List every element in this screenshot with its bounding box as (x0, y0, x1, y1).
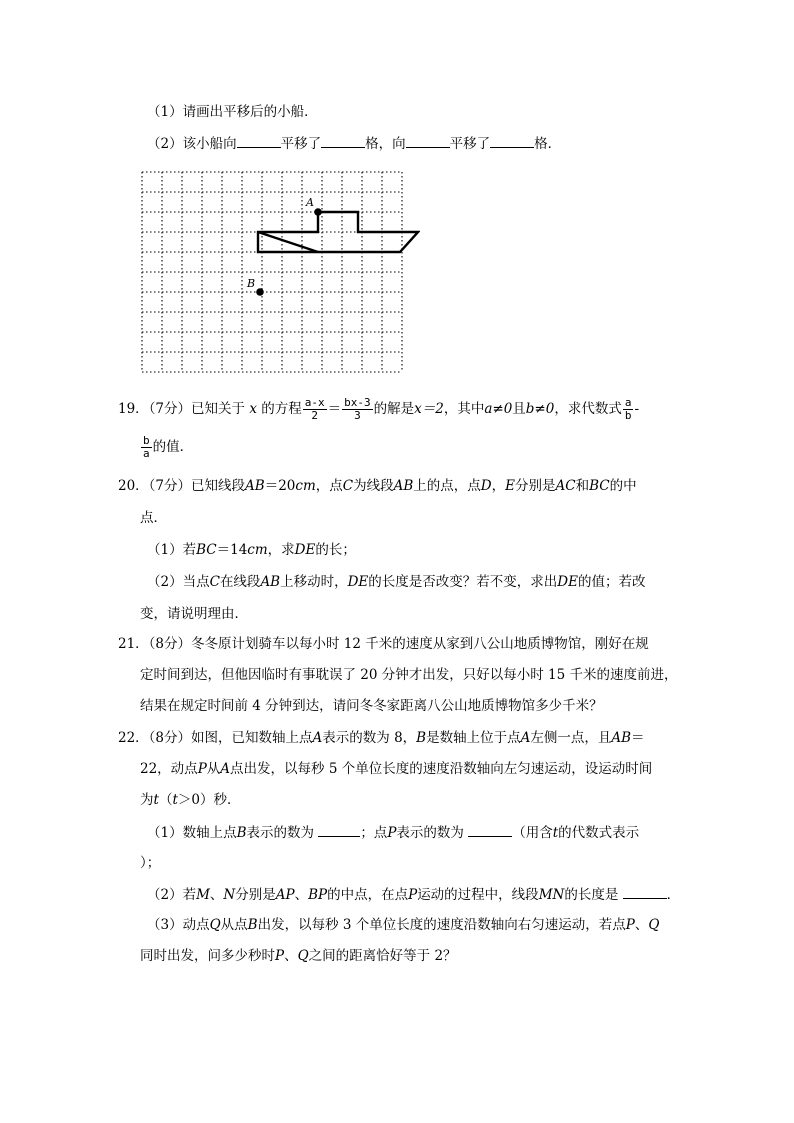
q22-t8: AB (611, 730, 632, 746)
q18-blank-count1[interactable] (321, 133, 365, 148)
q22-t1: 22．（8分）如图，已知数轴上点 (118, 730, 313, 746)
q18-part1-text: （1）请画出平移后的小船． (147, 104, 318, 120)
q22-t9: ＝ (631, 730, 645, 746)
q21-line3-text: 结果在规定时间前 4 分钟到达，请问冬冬家距离八公山地质博物馆多少千米？ (140, 698, 603, 714)
q20-t17: 的中 (609, 478, 637, 494)
q18-part2-text-b: 平移了 (280, 136, 322, 152)
q21-line3 (140, 696, 603, 716)
boat-grid-figure (140, 168, 420, 378)
q19-frac2-den: 3 (354, 409, 361, 422)
q22-t4: B (416, 730, 427, 746)
q20-t3: ＝20 (264, 478, 296, 494)
q18-part2-text-c: 格，向 (365, 136, 406, 152)
q18-part2-text-d: 平移了 (449, 136, 491, 152)
point-b-label: B (247, 277, 256, 290)
q20-p2-t1: （2）当点 (147, 574, 210, 590)
q22-t2: A (312, 730, 323, 746)
q22-p2-t14: ． (666, 887, 681, 903)
q22-p2-t10: P (408, 887, 418, 903)
q22-part3-line2 (140, 946, 457, 966)
q20-p2-t7: 的长度是否改变？若不变，求出 (368, 574, 558, 590)
q22-blank-b-value[interactable] (318, 822, 360, 837)
q20-t9: 上的点，点 (413, 478, 481, 494)
q22-l2-t4: A (220, 761, 231, 777)
point-a-label: A (306, 196, 314, 209)
q22-l2-t3: 从 (206, 761, 221, 777)
q22-p1-t8: t (552, 825, 559, 841)
q20-part2 (147, 572, 645, 592)
q20-p2-t5: 上移动时， (280, 574, 348, 590)
q22-p3-t3: 从点 (220, 917, 248, 933)
q22-line1 (118, 728, 645, 748)
q22-part1-line2 (140, 853, 160, 873)
q20-t13: 分别是 (514, 478, 556, 494)
q22-p2-t12: MN (538, 887, 565, 903)
q19-number: 19． (118, 401, 149, 417)
q22-t5: 是数轴上位于点 (426, 730, 521, 746)
q20-p1-t3: ＝14 (216, 542, 248, 558)
q20-p1-t7: 的长； (315, 542, 356, 558)
q19-frac4-den: a (143, 447, 150, 460)
q19-line1 (118, 394, 639, 424)
q21-line1-text: 21．（8分）冬冬原计划骑车以每小时 12 千米的速度从家到八公山地质博物馆，刚好在规 (118, 636, 649, 652)
q20-line2-text: 点． (140, 510, 167, 526)
q22-l3-t3: （ (158, 792, 173, 808)
q19-cond2: b≠0 (525, 401, 555, 417)
q22-line3 (140, 790, 240, 810)
q22-l2-t5: 点出发，以每秒 5 个单位长度的速度沿数轴向左匀速运动，设运动时间 (230, 761, 653, 777)
q19-text-cond: ，其中 (443, 401, 485, 417)
q19-frac1-num: a-x (304, 396, 325, 409)
q22-p1-t2: B (236, 825, 247, 841)
q22-p3-t5: 出发，以每秒 3 个单位长度的速度沿数轴向右匀速运动，若点 (257, 917, 626, 933)
q22-p1-t1: （1）数轴上点 (147, 825, 237, 841)
q19-frac1-den: 2 (311, 409, 318, 422)
q19-text-end: 的值． (152, 439, 194, 455)
q22-t6: A (520, 730, 531, 746)
q22-p1-t6: 表示的数为 (396, 825, 464, 841)
q21-line2 (140, 665, 678, 685)
q20-p1-t1: （1）若 (147, 542, 197, 558)
q22-p2-t3: 、 (209, 887, 224, 903)
q22-part2 (147, 884, 680, 905)
boat-hull-line (258, 232, 318, 252)
q22-p2-t13: 的长度是 (564, 887, 619, 903)
q20-p1-t6: DE (294, 542, 316, 558)
q20-p2-t9: 的值；若改 (577, 574, 646, 590)
q22-p2-t1: （2）若 (147, 887, 197, 903)
q19-text-eq: 的方程 (261, 401, 302, 417)
q22-p2-t11: 运动的过程中，线段 (417, 887, 539, 903)
q18-blank-direction2[interactable] (406, 133, 450, 148)
q22-l3-t1: 为 (140, 792, 154, 808)
q20-t6: C (342, 478, 354, 494)
q19-frac4-num: b (143, 434, 150, 447)
q22-p1-line2-text: ）； (140, 855, 161, 871)
q18-blank-direction1[interactable] (237, 133, 281, 148)
q22-l3-t4: t (172, 792, 178, 808)
q22-p2-t8: BP (308, 887, 328, 903)
q22-part1 (147, 822, 639, 843)
q20-t2: AB (245, 478, 265, 494)
q20-t16: BC (589, 478, 610, 494)
q20-t1: 20．（7分）已知线段 (118, 478, 246, 494)
q19-text-and: 且 (512, 401, 526, 417)
q20-p2-line2-text: 变，请说明理由． (140, 606, 248, 622)
q22-line2 (140, 759, 652, 779)
q20-p2-t6: DE (347, 574, 369, 590)
q19-frac3 (623, 397, 634, 422)
q19-line2 (140, 432, 193, 462)
q20-p1-t2: BC (196, 542, 217, 558)
q20-t7: 为线段 (353, 478, 394, 494)
q19-minus: - (634, 401, 640, 417)
q19-solution: x＝2 (414, 401, 444, 417)
point-b (256, 288, 264, 296)
q22-p3-t2: Q (209, 917, 221, 933)
q22-p1-t3: 表示的数为 (246, 825, 315, 841)
q20-t8: AB (393, 478, 414, 494)
q22-blank-p-value[interactable] (468, 822, 512, 837)
q18-part2-text-a: （2）该小船向 (147, 136, 237, 152)
q20-t10: D (480, 478, 492, 494)
q22-blank-mn-length[interactable] (623, 884, 667, 899)
q19-frac4 (141, 435, 152, 460)
q22-t7: 左侧一点，且 (530, 730, 612, 746)
q22-l3-t5: ＞0）秒． (177, 792, 241, 808)
q22-p3-l2-t5: 之间的距离恰好等于 2？ (308, 948, 457, 964)
q20-p1-t4: cm (247, 542, 268, 558)
q22-p3-l2-t1: 同时出发，问多少秒时 (140, 948, 275, 964)
q20-part2-line2 (140, 604, 248, 624)
q20-p2-t8: DE (557, 574, 578, 590)
q20-p2-t2: C (209, 574, 220, 590)
q19-text: （7分）已知关于 (148, 401, 246, 417)
q20-part1 (147, 540, 356, 560)
q18-blank-count2[interactable] (490, 133, 534, 148)
q20-t15: 和 (575, 478, 590, 494)
q20-t5: ，点 (315, 478, 343, 494)
q22-p2-t5: 分别是 (235, 887, 276, 903)
q22-p1-t7: （用含 (512, 825, 553, 841)
q22-p2-t7: 、 (294, 887, 309, 903)
q18-part1 (147, 102, 318, 122)
q20-t4: cm (295, 478, 316, 494)
q20-t11: ， (491, 478, 506, 494)
q19-frac2 (342, 397, 373, 422)
q19-frac3-den: b (624, 409, 632, 422)
q22-p2-t9: 的中点，在点 (327, 887, 409, 903)
q22-p3-t4: B (247, 917, 258, 933)
q19-text-ask: ，求代数式 (554, 401, 622, 417)
q19-frac1 (303, 397, 327, 422)
q22-p2-t2: M (196, 887, 210, 903)
q20-line2 (140, 508, 167, 528)
q19-text-sol: 的解是 (373, 401, 415, 417)
q22-p3-t1: （3）动点 (147, 917, 210, 933)
q22-p1-t5: P (387, 825, 397, 841)
q18-part2-text-e: 格． (534, 136, 562, 152)
q22-p3-l2-t2: P (275, 948, 285, 964)
q20-line1 (118, 476, 637, 496)
q20-t12: E (505, 478, 515, 494)
q22-l3-t2: t (153, 792, 159, 808)
q22-p3-l2-t3: 、 (284, 948, 298, 964)
q22-part3 (147, 915, 659, 935)
q19-frac2-num: bx-3 (344, 396, 371, 409)
q22-p1-t4: ；点 (360, 825, 388, 841)
q22-p3-t6: P (625, 917, 635, 933)
q18-part2 (147, 133, 561, 154)
q22-l2-t1: 22，动点 (140, 761, 198, 777)
q19-cond1: a≠0 (484, 401, 513, 417)
q20-p2-t4: AB (260, 574, 281, 590)
q19-frac3-num: a (624, 396, 632, 409)
q19-var-x: x (249, 401, 257, 417)
q22-p1-t9: 的代数式表示 (558, 825, 640, 841)
q19-equals: ＝ (327, 401, 342, 417)
q22-p2-t6: AP (275, 887, 295, 903)
q20-p1-t5: ，求 (267, 542, 295, 558)
q22-p3-t8: Q (648, 917, 660, 933)
q22-p2-t4: N (223, 887, 236, 903)
q22-p3-t7: 、 (634, 917, 649, 933)
point-a (314, 208, 322, 216)
q20-p2-t3: 在线段 (219, 574, 261, 590)
q21-line1 (118, 634, 649, 654)
q21-line2-text: 定时间到达，但他因临时有事耽误了 20 分钟才出发，只好以每小时 15 千米的速度前进， (140, 667, 678, 683)
q22-t3: 表示的数为 8， (322, 730, 417, 746)
q22-l2-t2: P (197, 761, 207, 777)
dotted-grid (142, 172, 402, 372)
q20-t14: AC (555, 478, 576, 494)
q22-p3-l2-t4: Q (297, 948, 309, 964)
